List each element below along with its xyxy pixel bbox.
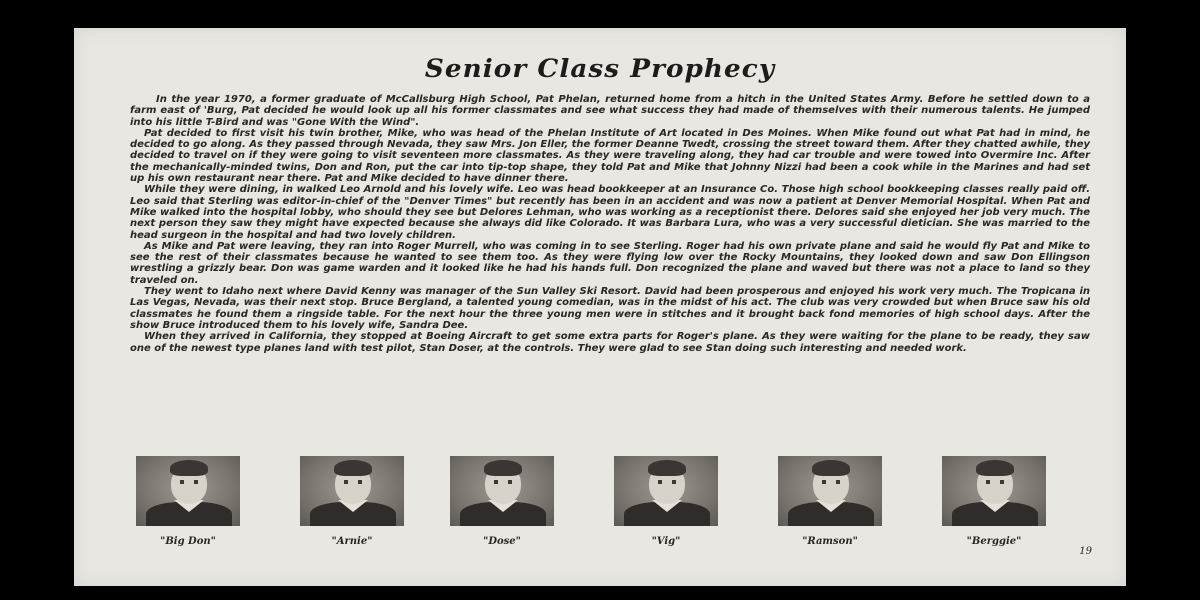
page-number: 19 (1079, 546, 1092, 557)
photo-caption: "Vig" (651, 536, 681, 547)
photo-row (74, 28, 1126, 586)
photo-caption: "Arnie" (331, 536, 373, 547)
child-photo (136, 456, 240, 526)
paragraph: In the year 1970, a former graduate of McCallsburg High School, Pat Phelan, returned home from a hitch in the United States Army. Before he settled down to a farm east of 'Burg, Pat decided he would look up all his former classmates and see what success they had made of themselves with their numerous talents. He jumped into his little T-Bird and was "Gone With the Wind". (130, 94, 1090, 128)
paragraph: Pat decided to first visit his twin brother, Mike, who was head of the Phelan Institute of Art located in Des Moines. When Mike found out what Pat had in mind, he decided to go along. As they passed through Nevada, they saw Mrs. Jon Eller, the former Deanne Twedt, crossing the street toward them. After they chatted awhile, they decided to travel on if they were going to visit seventeen more classmates. As they were traveling along, they had car trouble and were towed into Overmire Inc. After the mechanically-minded twins, Don and Ron, put the car into tip-top shape, they told Pat and Mike that Johnny Nizzi had been a cook while in the Marines and had set up his own restaurant near there. Pat and Mike decided to have dinner there. (130, 127, 1090, 185)
paragraph: While they were dining, in walked Leo Arnold and his lovely wife. Leo was head bookkeeper at an Insurance Co. Those high school bookkeeping classes really paid off. Leo said that Sterling was editor-in-chief of the "Denver Times" but recently has been in an accident and was now a patient at Denver Memorial Hospital. When Pat and Mike walked into the hospital lobby, who should they see but Delores Lehman, who was working as a receptionist there. Delores said she enjoyed her job very much. The next person they saw they might have expected because she always did like Colorado. It was Barbara Lura, who was a very successful dietician. She was married to the head surgeon in the hospital and had two lovely children. (130, 184, 1090, 241)
child-photo (450, 456, 554, 526)
photo-caption: "Dose" (483, 536, 521, 547)
photo-caption: "Ramson" (802, 536, 858, 547)
child-photo (300, 456, 404, 526)
child-photo (942, 456, 1046, 526)
page-title: Senior Class Prophecy (424, 54, 776, 83)
paragraph: When they arrived in California, they stopped at Boeing Aircraft to get some extra parts for Roger's plane. As they were waiting for the plane to be ready, they saw one of the newest type planes land with test pilot, Stan Doser, at the controls. They were glad to see Stan doing such interesting and needed work. (130, 331, 1090, 354)
child-photo (614, 456, 718, 526)
paragraph: As Mike and Pat were leaving, they ran into Roger Murrell, who was coming in to see Sterling. Roger had his own private plane and said he would fly Pat and Mike to see the rest of their classmates because he wanted to see them too. As they were flying low over the Rocky Mountains, they looked down and saw Don Ellingson wrestling a grizzly bear. Don was game warden and it looked like he had his hands full. Don recognized the plane and waved but there was not a place to land so they traveled on. (130, 240, 1090, 286)
paragraph: They went to Idaho next where David Kenny was manager of the Sun Valley Ski Resort. David had been prosperous and enjoyed his work very much. The Tropicana in Las Vegas, Nevada, was their next stop. Bruce Bergland, a talented young comedian, was in the midst of his act. The club was very crowded but when Bruce saw his old classmates he found them a ringside table. For the next hour the three young men were in stitches and it brought back fond memories of high school days. After the show Bruce introduced them to his lovely wife, Sandra Dee. (130, 286, 1090, 331)
yearbook-page (74, 28, 1126, 586)
photo-caption: "Big Don" (160, 536, 216, 547)
photo-caption: "Berggie" (966, 536, 1022, 547)
child-photo (778, 456, 882, 526)
